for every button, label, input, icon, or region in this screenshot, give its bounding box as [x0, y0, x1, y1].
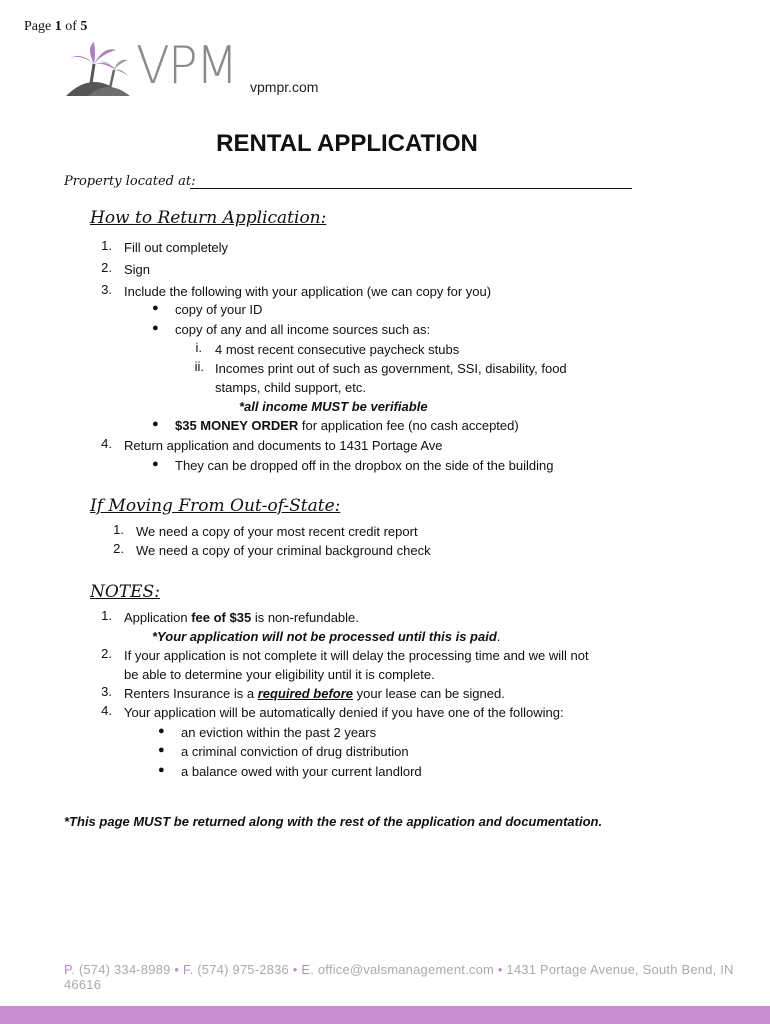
contact-footer: P. (574) 334-8989 • F. (574) 975-2836 • E. office@valsmanagement.com • 1431 Portage Avenue, South Bend, IN 46616	[64, 962, 734, 992]
list-number: 2.	[101, 260, 112, 275]
list-item: stamps, child support, etc.	[215, 380, 367, 395]
list-item: copy of any and all income sources such as:	[175, 322, 431, 337]
list-item: Your application will be automatically denied if you have one of the following:	[124, 705, 564, 720]
list-number: 1.	[101, 238, 112, 253]
bullet-icon: ●	[152, 458, 159, 470]
page-indicator: Page 1 of 5	[24, 19, 88, 34]
list-item: If your application is not complete it will delay the processing time and we will not	[124, 648, 589, 663]
list-item: Application fee of $35 is non-refundable.	[124, 610, 359, 625]
list-item: a criminal conviction of drug distribution	[181, 744, 409, 759]
out-of-state-heading: If Moving From Out-of-State:	[90, 496, 341, 516]
return-heading: How to Return Application:	[90, 208, 327, 228]
notes-heading: NOTES:	[90, 582, 160, 602]
list-number: 2.	[113, 541, 124, 556]
list-item: copy of your ID	[175, 302, 263, 317]
list-item: Incomes print out of such as government, SSI, disability, food	[215, 361, 567, 376]
list-item: Renters Insurance is a required before your lease can be signed.	[124, 686, 505, 701]
property-address-field[interactable]	[190, 188, 632, 189]
list-item: Sign	[124, 262, 151, 277]
bullet-icon: ●	[152, 302, 159, 314]
list-item: Include the following with your application (we can copy for you)	[124, 284, 492, 299]
list-number: 3.	[101, 282, 112, 297]
list-item: Return application and documents to 1431 Portage Ave	[124, 438, 443, 453]
list-number: 3.	[101, 684, 112, 699]
list-item: be able to determine your eligibility until it is complete.	[124, 667, 435, 682]
list-number: 4.	[101, 703, 112, 718]
list-item: a balance owed with your current landlord	[181, 764, 422, 779]
list-item: $35 MONEY ORDER for application fee (no cash accepted)	[175, 418, 519, 433]
return-footnote: *This page MUST be returned along with the rest of the application and documentation.	[64, 814, 603, 829]
bullet-icon: ●	[158, 764, 165, 776]
brand-logo-text: VPM	[136, 36, 237, 96]
list-number: 1.	[101, 608, 112, 623]
list-number: i.	[195, 340, 202, 355]
list-number: 1.	[113, 522, 124, 537]
list-number: 2.	[101, 646, 112, 661]
bullet-icon: ●	[158, 725, 165, 737]
list-item: 4 most recent consecutive paycheck stubs	[215, 342, 460, 357]
bullet-icon: ●	[158, 744, 165, 756]
list-item: We need a copy of your most recent credit report	[136, 524, 418, 539]
property-label: Property located at:	[64, 174, 196, 189]
website-url[interactable]: vpmpr.com	[250, 79, 319, 95]
bullet-icon: ●	[152, 322, 159, 334]
list-number: ii.	[194, 359, 204, 374]
list-item: an eviction within the past 2 years	[181, 725, 377, 740]
list-item: Fill out completely	[124, 240, 229, 255]
list-item: We need a copy of your criminal background check	[136, 543, 431, 558]
list-item: They can be dropped off in the dropbox on the side of the building	[175, 458, 554, 473]
page-title: RENTAL APPLICATION	[216, 130, 478, 157]
payment-note: *Your application will not be processed until this is paid.	[152, 629, 501, 644]
footer-accent-bar	[0, 1006, 770, 1024]
list-number: 4.	[101, 436, 112, 451]
verify-note: *all income MUST be verifiable	[239, 399, 428, 414]
bullet-icon: ●	[152, 418, 159, 430]
